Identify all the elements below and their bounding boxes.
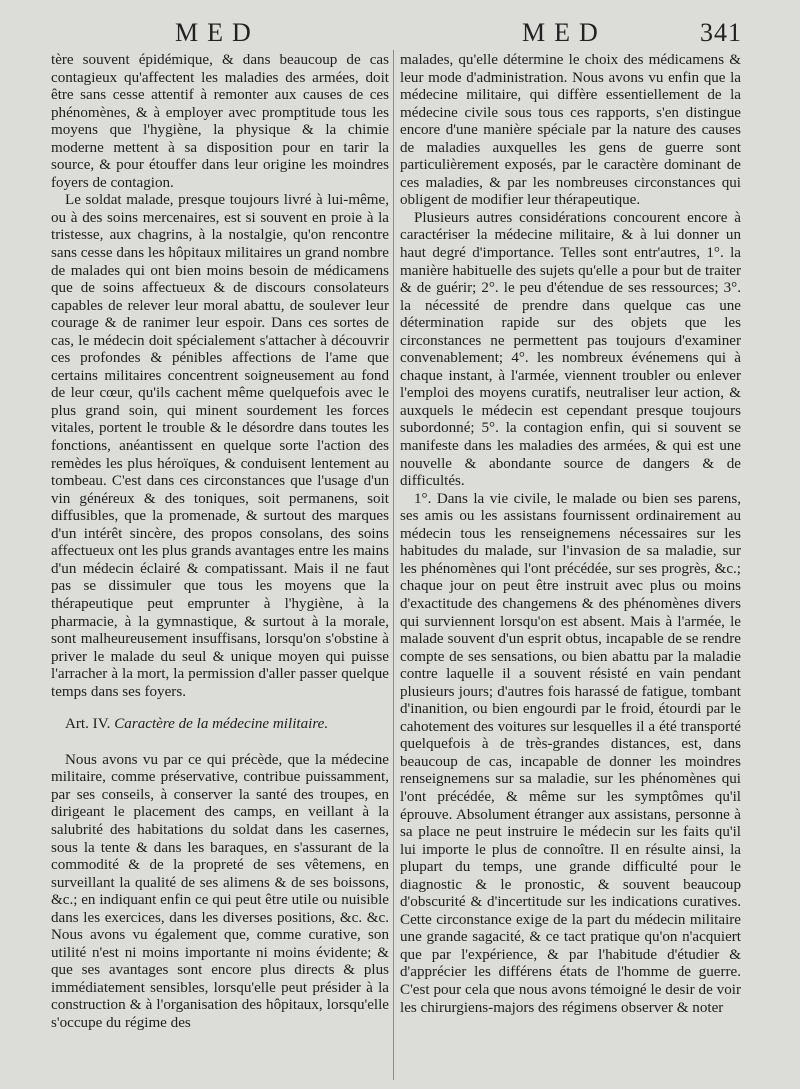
column-divider bbox=[393, 50, 394, 1080]
page-number: 341 bbox=[700, 18, 742, 47]
paragraph: Le soldat malade, presque toujours livré à lui-même, ou à des soins mercenaires, est si souvent en proie à la tristesse, aux chagrins, à la nostalgie, qu'on rencontre sans cesse dans les hôpitaux militaires un grand nombre de malades qui ont bien moins besoin de médicamens que de soins affectueux & de discours consolateurs capables de relever leur moral abattu, de soulever leur courage & de ranimer leur espoir. Dans ces sortes de cas, le médecin doit spécialement s'attacher à découvrir ces profondes & pénibles affections de l'ame que certains militaires concentrent soigneusement au fond de leur cœur, qu'ils cachent même quelquefois avec le plus grand soin, qui minent sourdement les forces vitales, portent le trouble & le désordre dans toutes les fonctions, anéantissent en quelque sorte l'action des remèdes les plus héroïques, & conduisent lentement au tombeau. C'est dans ces circonstances que l'usage d'un vin généreux & des toniques, soit permanens, soit diffusibles, que la promenade, & surtout des marques d'un intérêt sincère, des propos consolans, des soins affectueux ont les plus grands avantages entre les mains d'un médecin éclairé & compatissant. Mais il ne faut pas se dissimuler que tous les moyens que la thérapeutique peut emprunter à l'hygiène, à la pharmacie, à la gymnastique, & surtout à la morale, sont malheureusement insuffisans, lorsqu'on s'obstine à priver le malade du seul & unique moyen qui puisse l'arracher à la mort, la permission d'aller passer quelque temps dans ses foyers. bbox=[51, 192, 389, 700]
section-heading bbox=[65, 716, 389, 734]
paragraph: tère souvent épidémique, & dans beaucoup de cas contagieux qu'affectent les maladies des armées, doit être sans cesse attentif à remonter aux causes de ces phénomènes, & à employer avec promptitude tous les moyens que l'hygiène, la physique & la chimie moderne mettent à sa disposition pour en tarir la source, & pour étouffer dans leur origine les moindres foyers de contagion. bbox=[51, 52, 389, 191]
paragraph: Plusieurs autres considérations concourent encore à caractériser la médecine militaire, & à lui donner un haut degré d'importance. Telles sont entr'autres, 1°. la manière habituelle des sujets qu'elle a pour but de traiter & de guérir; 2°. le peu d'étendue de ses ressources; 3°. la nécessité de prendre dans quelque cas une détermination rapide sur des objets que les circonstances ne permettent pas toujours d'examiner convenablement; 4°. les nombreux événemens qui à chaque instant, à l'armée, viennent troubler ou enlever l'emploi des moyens curatifs, neutraliser leur action, & auxquels le médecin est cependant presque toujours subordonné; 5°. la contagion enfin, qui si souvent se manifeste dans les maladies des armées, & qui est une nouvelle & abondante source de dangers & de difficultés. bbox=[400, 209, 741, 490]
running-head-left: MED bbox=[175, 18, 260, 47]
paragraph: malades, qu'elle détermine le choix des médicamens & leur mode d'administration. Nous avons vu enfin que la médecine militaire, qui diffère essentiellement de la médecine civile sous tous ces rapports, s'en distingue encore d'une manière spéciale par la nature des causes de maladies auxquelles les gens de guerre sont particulièrement exposés, par le caractère dominant de ces maladies, & par les nombreuses circonstances qui obligent de modifier leur thérapeutique. bbox=[400, 52, 741, 209]
section-title: Caractère de la médecine militaire. bbox=[114, 716, 329, 733]
right-column bbox=[400, 52, 741, 1017]
section-label: Art. IV. bbox=[65, 716, 111, 733]
paragraph: Nous avons vu par ce qui précède, que la médecine militaire, comme préservative, contribue puissamment, par ses conseils, à conserver la santé des troupes, en dirigeant le placement des camps, en veillant à la salubrité des habitations du soldat dans les casernes, sous la tente & dans les baraques, en s'assurant de la commodité & de la propreté de ses vêtemens, en surveillant la qualité de ses alimens & de ses boissons, &c.; en indiquant enfin ce qui peut être utile ou nuisible dans les exercices, dans les diverses positions, &c. &c. Nous avons vu également que, comme curative, son utilité n'est ni moins importante ni moins évidente; & que ses avantages sont encore plus directs & plus immédiatement sensibles, lorsqu'elle peut présider à la construction & à l'organisation des hôpitaux, lorsqu'elle s'occupe du régime des bbox=[51, 751, 389, 1031]
left-column bbox=[51, 52, 389, 1033]
running-head-right: MED bbox=[522, 18, 607, 47]
paragraph: 1°. Dans la vie civile, le malade ou bien ses parens, ses amis ou les assistans fournissent ordinairement au médecin tous les renseignemens nécessaires sur les habitudes du malade, sur l'invasion de sa maladie, sur les phénomènes qui l'ont précédée, sur ses progrès, &c.; chaque jour on peut être instruit avec plus ou moins d'exactitude des changemens & des phénomènes divers qui surviennent lorsqu'on est absent. Mais à l'armée, le malade souvent d'un esprit obtus, incapable de se rendre compte de ses sensations, ou bien abattu par la maladie contre laquelle il a souvent résisté en vain pendant plusieurs jours; d'autres fois harassé de fatigue, tombant d'inanition, ou bien engourdi par le froid, étourdi par le cahotement des voitures sur lesquelles il a été transporté quelquefois à de très-grandes distances, est, dans beaucoup de cas, incapable de donner les moindres renseignemens sur sa maladie, sur les phénomènes qui l'ont précédée, & même sur les symptômes qu'il éprouve. Absolument étranger aux assistans, personne à sa place ne peut instruire le médecin sur les faits qu'il lui importe le plus de connoître. Il en résulte ainsi, la plupart du temps, une grande difficulté pour le diagnostic & le pronostic, & souvent beaucoup d'obscurité & d'incertitude sur les indications curatives. Cette circonstance exige de la part du médecin militaire une grande sagacité, & ce tact pratique qu'on n'acquiert que par l'expérience, & par l'habitude d'étudier & d'apprécier les différens états de l'homme de guerre. C'est pour cela que nous avons témoigné le desir de voir les chirurgiens-majors des régimens observer & noter bbox=[400, 490, 741, 1016]
